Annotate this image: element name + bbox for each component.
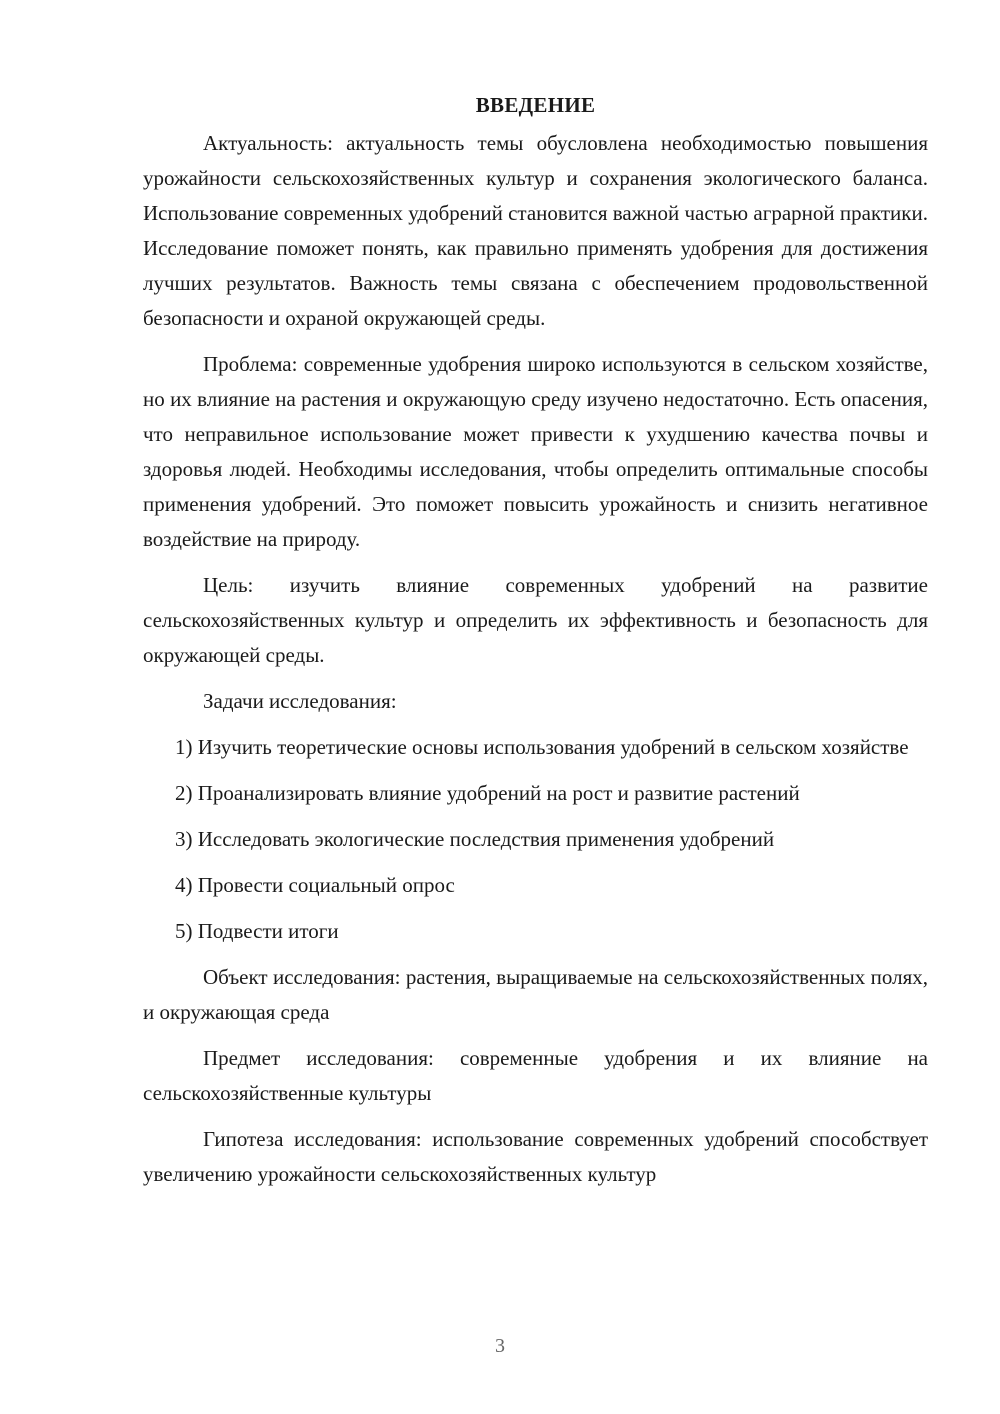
paragraph-relevance: Актуальность: актуальность темы обусловлена необходимостью повышения урожайности сельскохозяйственных культур и сохранения экологического баланса. Использование современных удобрений становится важной частью аграрной практики. Исследование поможет понять, как правильно применять удобрения для достижения лучших результатов. Важность темы связана с обеспечением продовольственной безопасности и охраной окружающей среды. (143, 131, 928, 330)
page-title: ВВЕДЕНИЕ (475, 93, 596, 117)
paragraph-problem: Проблема: современные удобрения широко используются в сельском хозяйстве, но их влияние на растения и окружающую среду изучено недостаточно. Есть опасения, что неправильное использование может привести к ухудшению качества почвы и здоровья людей. Необходимы исследования, чтобы определить оптимальные способы применения удобрений. Это поможет повысить урожайность и снизить негативное воздействие на природу. (143, 352, 928, 551)
list-item-task-4: 4) Провести социальный опрос (175, 873, 455, 897)
list-item-task-1: 1) Изучить теоретические основы использования удобрений в сельском хозяйстве (175, 735, 909, 759)
paragraph-subject: Предмет исследования: современные удобрения и их влияние на сельскохозяйственные культуры (143, 1046, 928, 1105)
page-number: 3 (495, 1335, 505, 1357)
paragraph-hypothesis: Гипотеза исследования: использование современных удобрений способствует увеличению урожайности сельскохозяйственных культур (143, 1127, 928, 1186)
paragraph-object: Объект исследования: растения, выращиваемые на сельскохозяйственных полях, и окружающая среда (143, 965, 928, 1024)
list-item-task-5: 5) Подвести итоги (175, 919, 339, 943)
paragraph-tasks-heading: Задачи исследования: (203, 689, 397, 713)
paragraph-goal: Цель: изучить влияние современных удобрений на развитие сельскохозяйственных культур и определить их эффективность и безопасность для окружающей среды. (143, 573, 928, 667)
list-item-task-3: 3) Исследовать экологические последствия применения удобрений (175, 827, 775, 851)
document-page (143, 88, 928, 1198)
list-item-task-2: 2) Проанализировать влияние удобрений на рост и развитие растений (175, 781, 800, 805)
